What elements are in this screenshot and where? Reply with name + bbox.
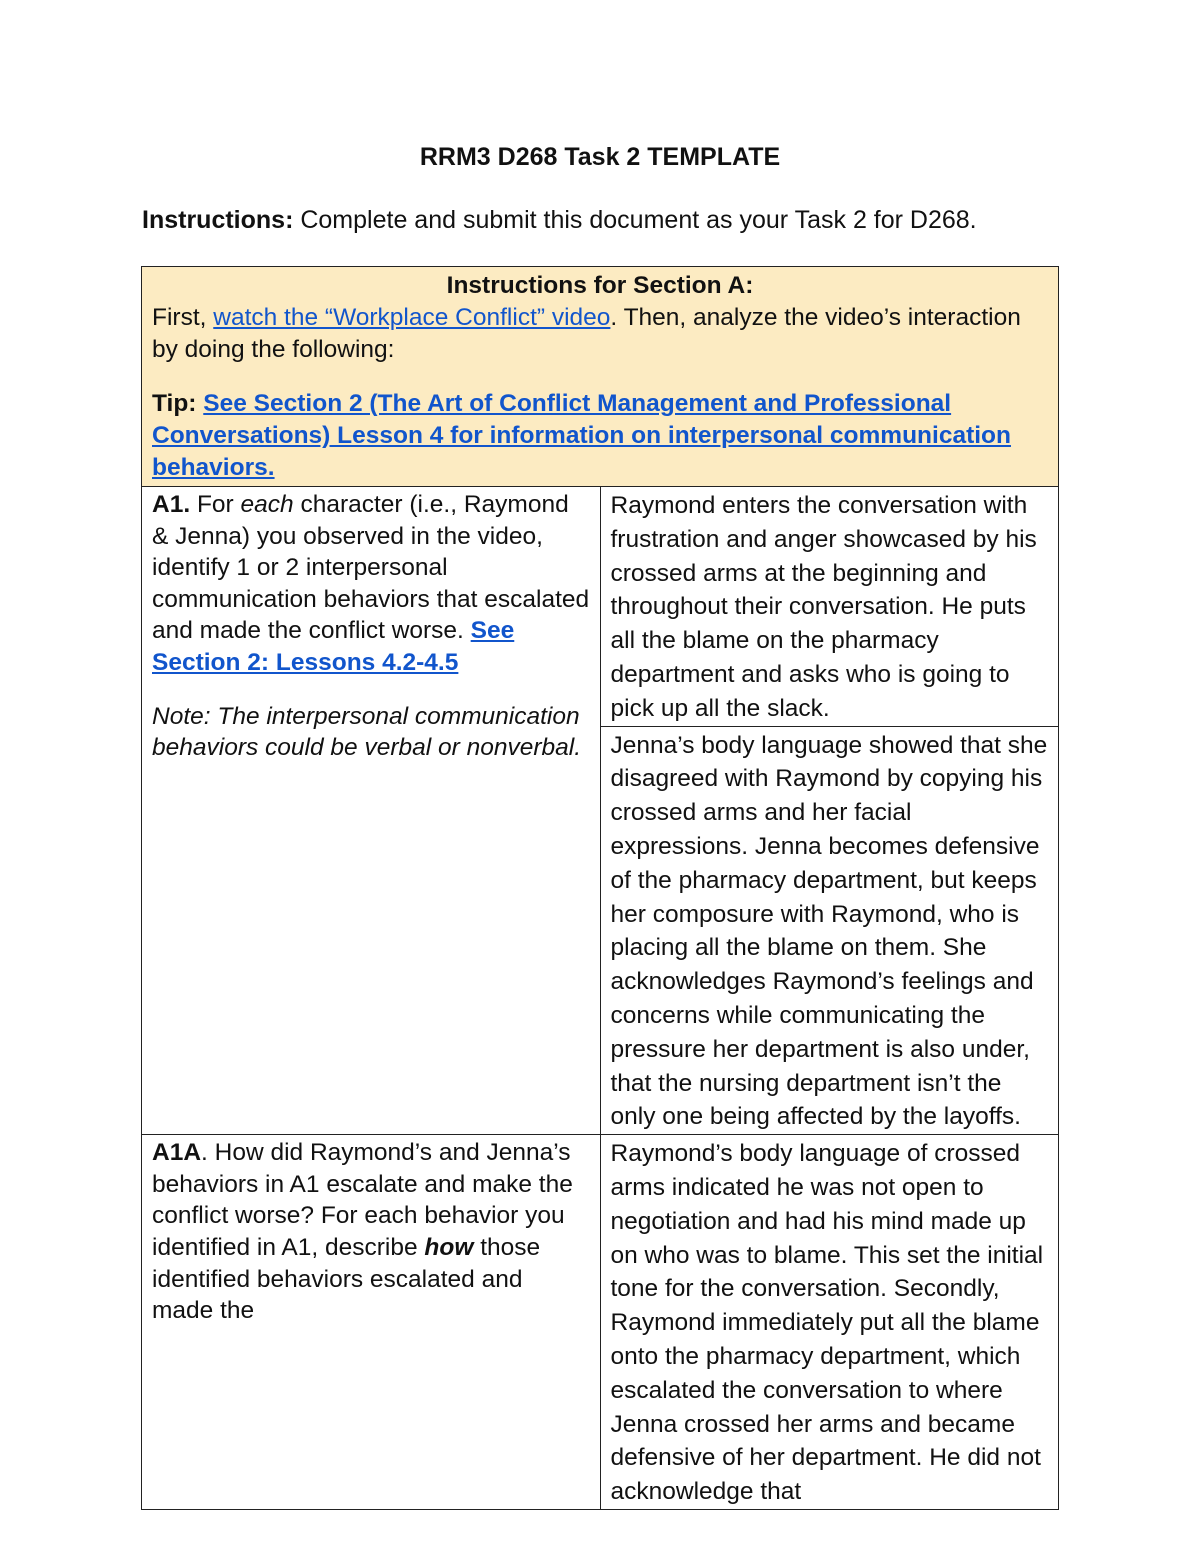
a1a-label: A1A <box>152 1139 202 1167</box>
a1a-row <box>142 1135 1059 1510</box>
a1a-emphasis-how: how <box>424 1233 474 1261</box>
a1-answer-jenna-cell[interactable] <box>600 726 1059 1135</box>
a1-note: Note: The interpersonal communication behaviors could be verbal or nonverbal. <box>152 702 582 762</box>
a1-question-text <box>152 489 590 679</box>
instructions-text: Complete and submit this document as your Task 2 for D268. <box>293 206 977 234</box>
a1a-question-text <box>152 1137 590 1327</box>
a1-answer-jenna: Jenna’s body language showed that she disagreed with Raymond by copying his crossed arms and her facial expressions. Jenna becomes defensive of the pharmacy department, but keeps her composure with Raymond, who is placing all the blame on them. She acknowledges Raymond’s feelings and concerns while communicating the pressure her department is also under, that the nursing department isn’t the only one being affected by the layoffs. <box>610 731 1048 1131</box>
a1-lessons-link[interactable]: See Section 2: Lessons 4.2-4.5 <box>152 617 515 676</box>
a1-text-part: For <box>190 491 241 518</box>
a1-row-raymond <box>142 487 1059 727</box>
section-a-tip-paragraph <box>152 388 1048 484</box>
workplace-conflict-video-link[interactable]: watch the “Workplace Conflict” video <box>213 304 611 331</box>
document-title: RRM3 D268 Task 2 TEMPLATE <box>419 143 781 171</box>
task-table <box>141 266 1059 1510</box>
a1a-answer: Raymond’s body language of crossed arms indicated he was not open to negotiation and had his mind made up on who was to blame. This set the initial tone for the conversation. Secondly, Raymond immediately put all the blame onto the pharmacy department, which escalated the conversation to where Jenna crossed her arms and became defensive of her department. He did not acknowledge that <box>610 1140 1044 1506</box>
first-prefix: First, <box>152 304 214 331</box>
a1-answer-raymond: Raymond enters the conversation with frustration and anger showcased by his crossed arms at the beginning and throughout their conversation. He puts all the blame on the pharmacy department and asks who is going to pick up all the slack. <box>610 492 1037 722</box>
a1a-answer-cell[interactable] <box>600 1135 1059 1510</box>
section-a-row <box>142 267 1059 487</box>
a1a-question-cell <box>142 1135 601 1510</box>
paragraph-gap <box>152 366 1048 388</box>
a1-question-cell <box>142 487 601 1135</box>
a1-emphasis-each: each <box>240 491 294 518</box>
section-a-instructions-cell <box>142 267 1059 487</box>
a1-label: A1. <box>152 491 191 518</box>
instructions-label: Instructions: <box>142 206 294 234</box>
a1a-text-part: those identified behaviors escalated and made the <box>152 1233 541 1325</box>
instructions-paragraph <box>142 204 1022 236</box>
tip-label: Tip: <box>152 390 204 417</box>
section-2-lesson-4-link[interactable]: See Section 2 (The Art of Conflict Management and Professional Conversations) Lesson 4 for information on interpersonal communication behaviors. <box>152 390 1011 481</box>
section-a-first-paragraph <box>152 302 1048 366</box>
a1-text-part: character (i.e., Raymond & Jenna) you observed in the video, identify 1 or 2 interpersonal communication behaviors that escalated and made the conflict worse. <box>152 491 590 645</box>
section-a-heading: Instructions for Section A: <box>446 272 754 299</box>
a1-answer-raymond-cell[interactable] <box>600 487 1059 727</box>
a1a-text-part: . How did Raymond’s and Jenna’s behaviors in A1 escalate and make the conflict worse? For each behavior you identified in A1, describe <box>152 1139 573 1261</box>
first-suffix: . Then, analyze the video’s interaction by doing the following: <box>152 304 1021 363</box>
